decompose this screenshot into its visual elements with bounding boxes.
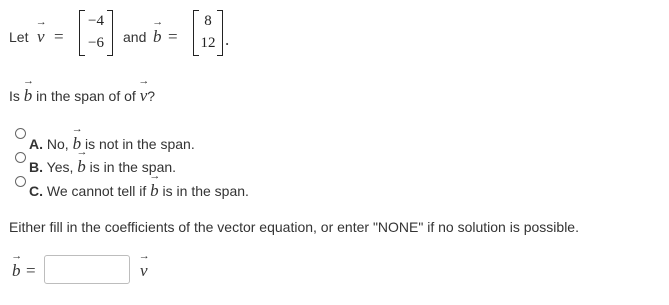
b-entry-1: 8 — [204, 13, 212, 29]
option-a-label[interactable]: A. No, → b is not in the span. — [29, 134, 195, 154]
option-c-label[interactable]: C. We cannot tell if → b is in the span. — [29, 181, 249, 201]
b-matrix — [193, 10, 223, 56]
and-label: and — [123, 29, 147, 45]
radio-option-c[interactable] — [15, 176, 26, 187]
coefficient-input[interactable] — [44, 255, 130, 284]
v-vector-symbol: → v — [37, 27, 45, 47]
v-entry-2: −6 — [88, 35, 104, 51]
v-matrix — [79, 10, 113, 56]
equals-sign: = — [54, 27, 64, 46]
b-symbol: → b — [150, 181, 159, 201]
equation-equals: = — [26, 261, 36, 280]
radio-option-b[interactable] — [15, 152, 26, 163]
let-label: Let — [9, 29, 29, 45]
equation-b-symbol: → b — [12, 261, 21, 281]
b-vector-symbol: → b — [153, 27, 162, 47]
b-symbol: → b — [73, 134, 82, 154]
v-entry-1: −4 — [88, 13, 104, 29]
v-symbol: → v — [140, 86, 148, 106]
question-text: Is → b in the span of of → v? — [9, 86, 155, 106]
b-symbol: → b — [24, 86, 33, 106]
b-symbol: → b — [77, 157, 86, 177]
equals-sign-2: = — [168, 27, 178, 46]
b-entry-2: 12 — [200, 35, 216, 51]
instruction-text: Either fill in the coefficients of the vector equation, or enter "NONE" if no solution is possible. — [9, 219, 579, 235]
option-b-label[interactable]: B. Yes, → b is in the span. — [29, 157, 176, 177]
equation-v-symbol: → v — [140, 261, 148, 281]
radio-option-a[interactable] — [15, 128, 26, 139]
period: . — [225, 30, 230, 49]
